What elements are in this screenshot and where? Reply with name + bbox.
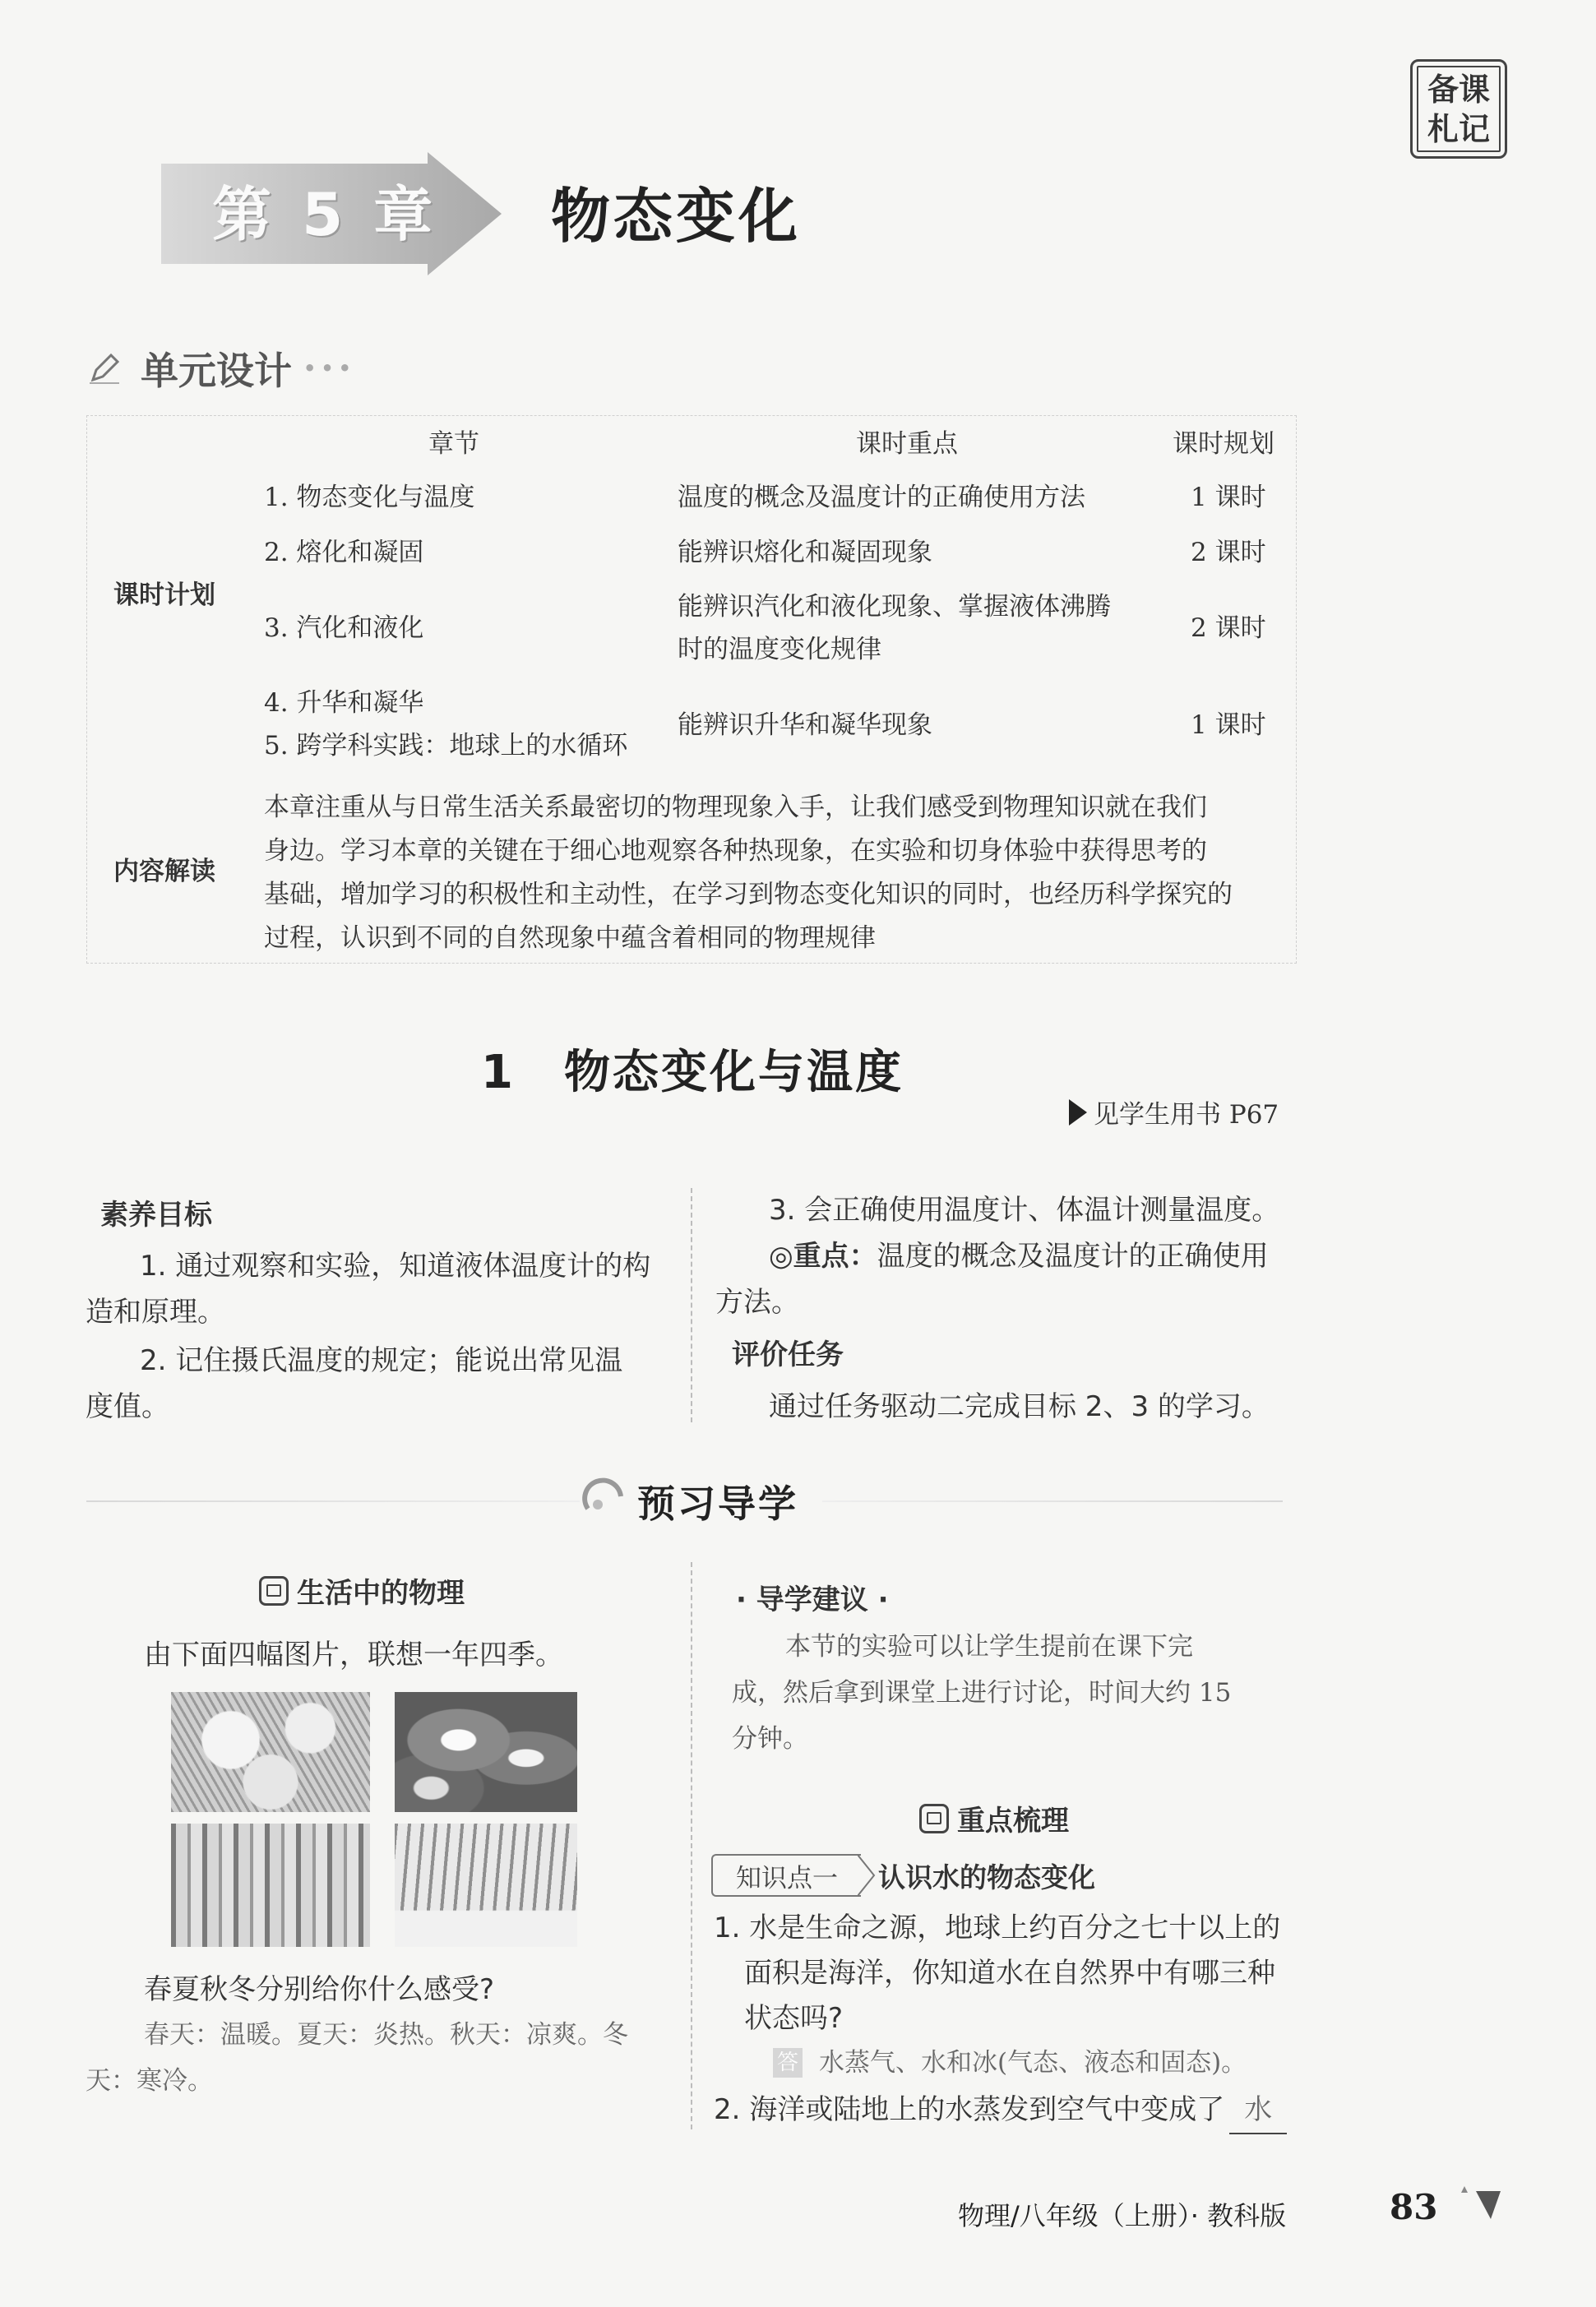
lesson-plan-table [86, 415, 1297, 964]
goal-1-line2: 造和原理。 [86, 1296, 225, 1329]
sparkle-decoration-icon [1460, 2183, 1509, 2224]
life-intro: 由下面四幅图片，联想一年四季。 [144, 1639, 563, 1671]
notes-badge [1410, 59, 1507, 159]
content-line: 过程，认识到不同的自然现象中蕴含着相同的物理规律 [264, 923, 876, 953]
key-point-label: ◎重点： [769, 1240, 877, 1273]
page-number: 83 [1390, 2187, 1438, 2227]
key-point-line1 [769, 1233, 1269, 1279]
table-row-section-line1: 4. 升华和凝华 [264, 688, 424, 718]
knowledge-point-tag: 知识点一 [711, 1854, 861, 1897]
seasons-answer-line1: 春天：温暖。夏天：炎热。秋天：凉爽。冬 [144, 2020, 628, 2050]
content-line: 基础，增加学习的积极性和主动性，在学习到物态变化知识的同时，也经历科学探究的 [264, 880, 1233, 909]
banner-line-left [86, 1500, 580, 1502]
table-row-focus: 能辨识熔化和凝固现象 [678, 538, 932, 567]
key-point-text: 温度的概念及温度计的正确使用 [877, 1240, 1269, 1273]
header-plan: 课时规划 [1173, 429, 1274, 459]
book-box-icon [259, 1576, 289, 1606]
table-row-focus: 能辨识升华和凝华现象 [678, 710, 932, 740]
plan-row-label: 课时计划 [113, 580, 215, 610]
knowledge-point-title: 认识水的物态变化 [878, 1861, 1095, 1893]
goal-3: 3. 会正确使用温度计、体温计测量温度。 [769, 1194, 1280, 1227]
student-book-reference [1069, 1093, 1279, 1130]
content-line: 本章注重从与日常生活关系最密切的物理现象入手，让我们感受到物理知识就在我们 [264, 793, 1207, 822]
answer-mark-icon: 答 [773, 2048, 803, 2078]
column-divider [691, 1562, 692, 2129]
table-row-focus-line1: 能辨识汽化和液化现象、掌握液体沸腾 [678, 592, 1111, 622]
checklist-box-icon [919, 1804, 949, 1833]
table-row-focus: 温度的概念及温度计的正确使用方法 [678, 483, 1085, 512]
guide-line1: 本节的实验可以让学生提前在课下完 [785, 1632, 1193, 1662]
unit-design-title: 单元设计 [141, 349, 292, 393]
life-physics-heading [259, 1570, 465, 1611]
guide-line2: 成，然后拿到课堂上进行讨论，时间大约 15 [732, 1678, 1232, 1708]
heading-dots: ••• [303, 357, 357, 380]
key-point-line2: 方法。 [715, 1286, 799, 1319]
play-triangle-icon [1069, 1099, 1087, 1126]
table-row-plan: 2 课时 [1191, 538, 1266, 567]
table-row-plan: 2 课时 [1191, 613, 1266, 643]
swirl-icon [580, 1472, 629, 1521]
question-2-text: 2. 海洋或陆地上的水蒸发到空气中变成了 [714, 2093, 1225, 2126]
seasons-question: 春夏秋冬分别给你什么感受? [144, 1973, 495, 2006]
autumn-forest-photo [171, 1824, 370, 1947]
badge-line2: 札记 [1427, 110, 1490, 147]
goal-2-line2: 度值。 [86, 1390, 169, 1423]
table-row-plan: 1 课时 [1191, 483, 1266, 512]
question-2 [714, 2087, 1287, 2134]
question-2-blank: 水 [1229, 2087, 1287, 2134]
table-row-section-line2: 5. 跨学科实践：地球上的水循环 [264, 731, 628, 761]
question-1-answer [773, 2040, 1247, 2086]
question-1-line1: 1. 水是生命之源，地球上约百分之七十以上的 [714, 1912, 1281, 1944]
table-row-plan: 1 课时 [1191, 710, 1266, 740]
answer-text: 水蒸气、水和冰(气态、液态和固态)。 [819, 2048, 1247, 2078]
table-row-section: 1. 物态变化与温度 [264, 483, 475, 512]
column-divider [691, 1188, 692, 1422]
question-1-line2: 面积是海洋，你知道水在自然界中有哪三种 [744, 1957, 1275, 1990]
banner-line-right [822, 1500, 1283, 1502]
reference-text: 见学生用书 P67 [1094, 1100, 1279, 1130]
goal-1-line1: 1. 通过观察和实验，知道液体温度计的构 [140, 1250, 651, 1283]
goal-2-line1: 2. 记住摄氏温度的规定；能说出常见温 [140, 1344, 623, 1377]
seasons-answer-line2: 天：寒冷。 [86, 2066, 213, 2096]
guide-line3: 分钟。 [732, 1724, 808, 1754]
winter-frost-photo [395, 1824, 577, 1947]
guide-heading: · 导学建议 · [736, 1583, 889, 1616]
literacy-goals-heading: 素养目标 [100, 1199, 212, 1232]
section-title: 1 物态变化与温度 [481, 1046, 904, 1099]
key-sorting-title: 重点梳理 [957, 1805, 1069, 1838]
footer-book-info: 物理/八年级（上册）· 教科版 [958, 2200, 1287, 2231]
content-line: 身边。学习本章的关键在于细心地观察各种热现象，在实验和切身体验中获得思考的 [264, 836, 1207, 866]
content-row-label: 内容解读 [113, 857, 215, 886]
tag-chevron [858, 1854, 876, 1897]
evaluation-heading: 评价任务 [732, 1338, 844, 1371]
table-row-focus-line2: 时的温度变化规律 [678, 635, 881, 664]
chapter-title: 物态变化 [551, 182, 802, 251]
table-row-section: 2. 熔化和凝固 [264, 538, 424, 567]
unit-design-heading [86, 341, 356, 395]
chapter-label: 第 5 章 [212, 180, 438, 249]
pencil-icon [86, 350, 123, 386]
badge-line1: 备课 [1427, 71, 1490, 108]
preview-title: 预习导学 [637, 1482, 798, 1526]
question-1-line3: 状态吗? [744, 2002, 844, 2035]
life-physics-title: 生活中的物理 [297, 1577, 465, 1610]
evaluation-text: 通过任务驱动二完成目标 2、3 的学习。 [769, 1390, 1270, 1423]
header-section: 章节 [428, 429, 479, 459]
spring-blossom-photo [171, 1692, 370, 1812]
table-row-section: 3. 汽化和液化 [264, 613, 424, 643]
dewdrop-leaves-photo [395, 1692, 577, 1812]
key-sorting-heading [919, 1798, 1069, 1838]
header-focus: 课时重点 [856, 429, 958, 459]
